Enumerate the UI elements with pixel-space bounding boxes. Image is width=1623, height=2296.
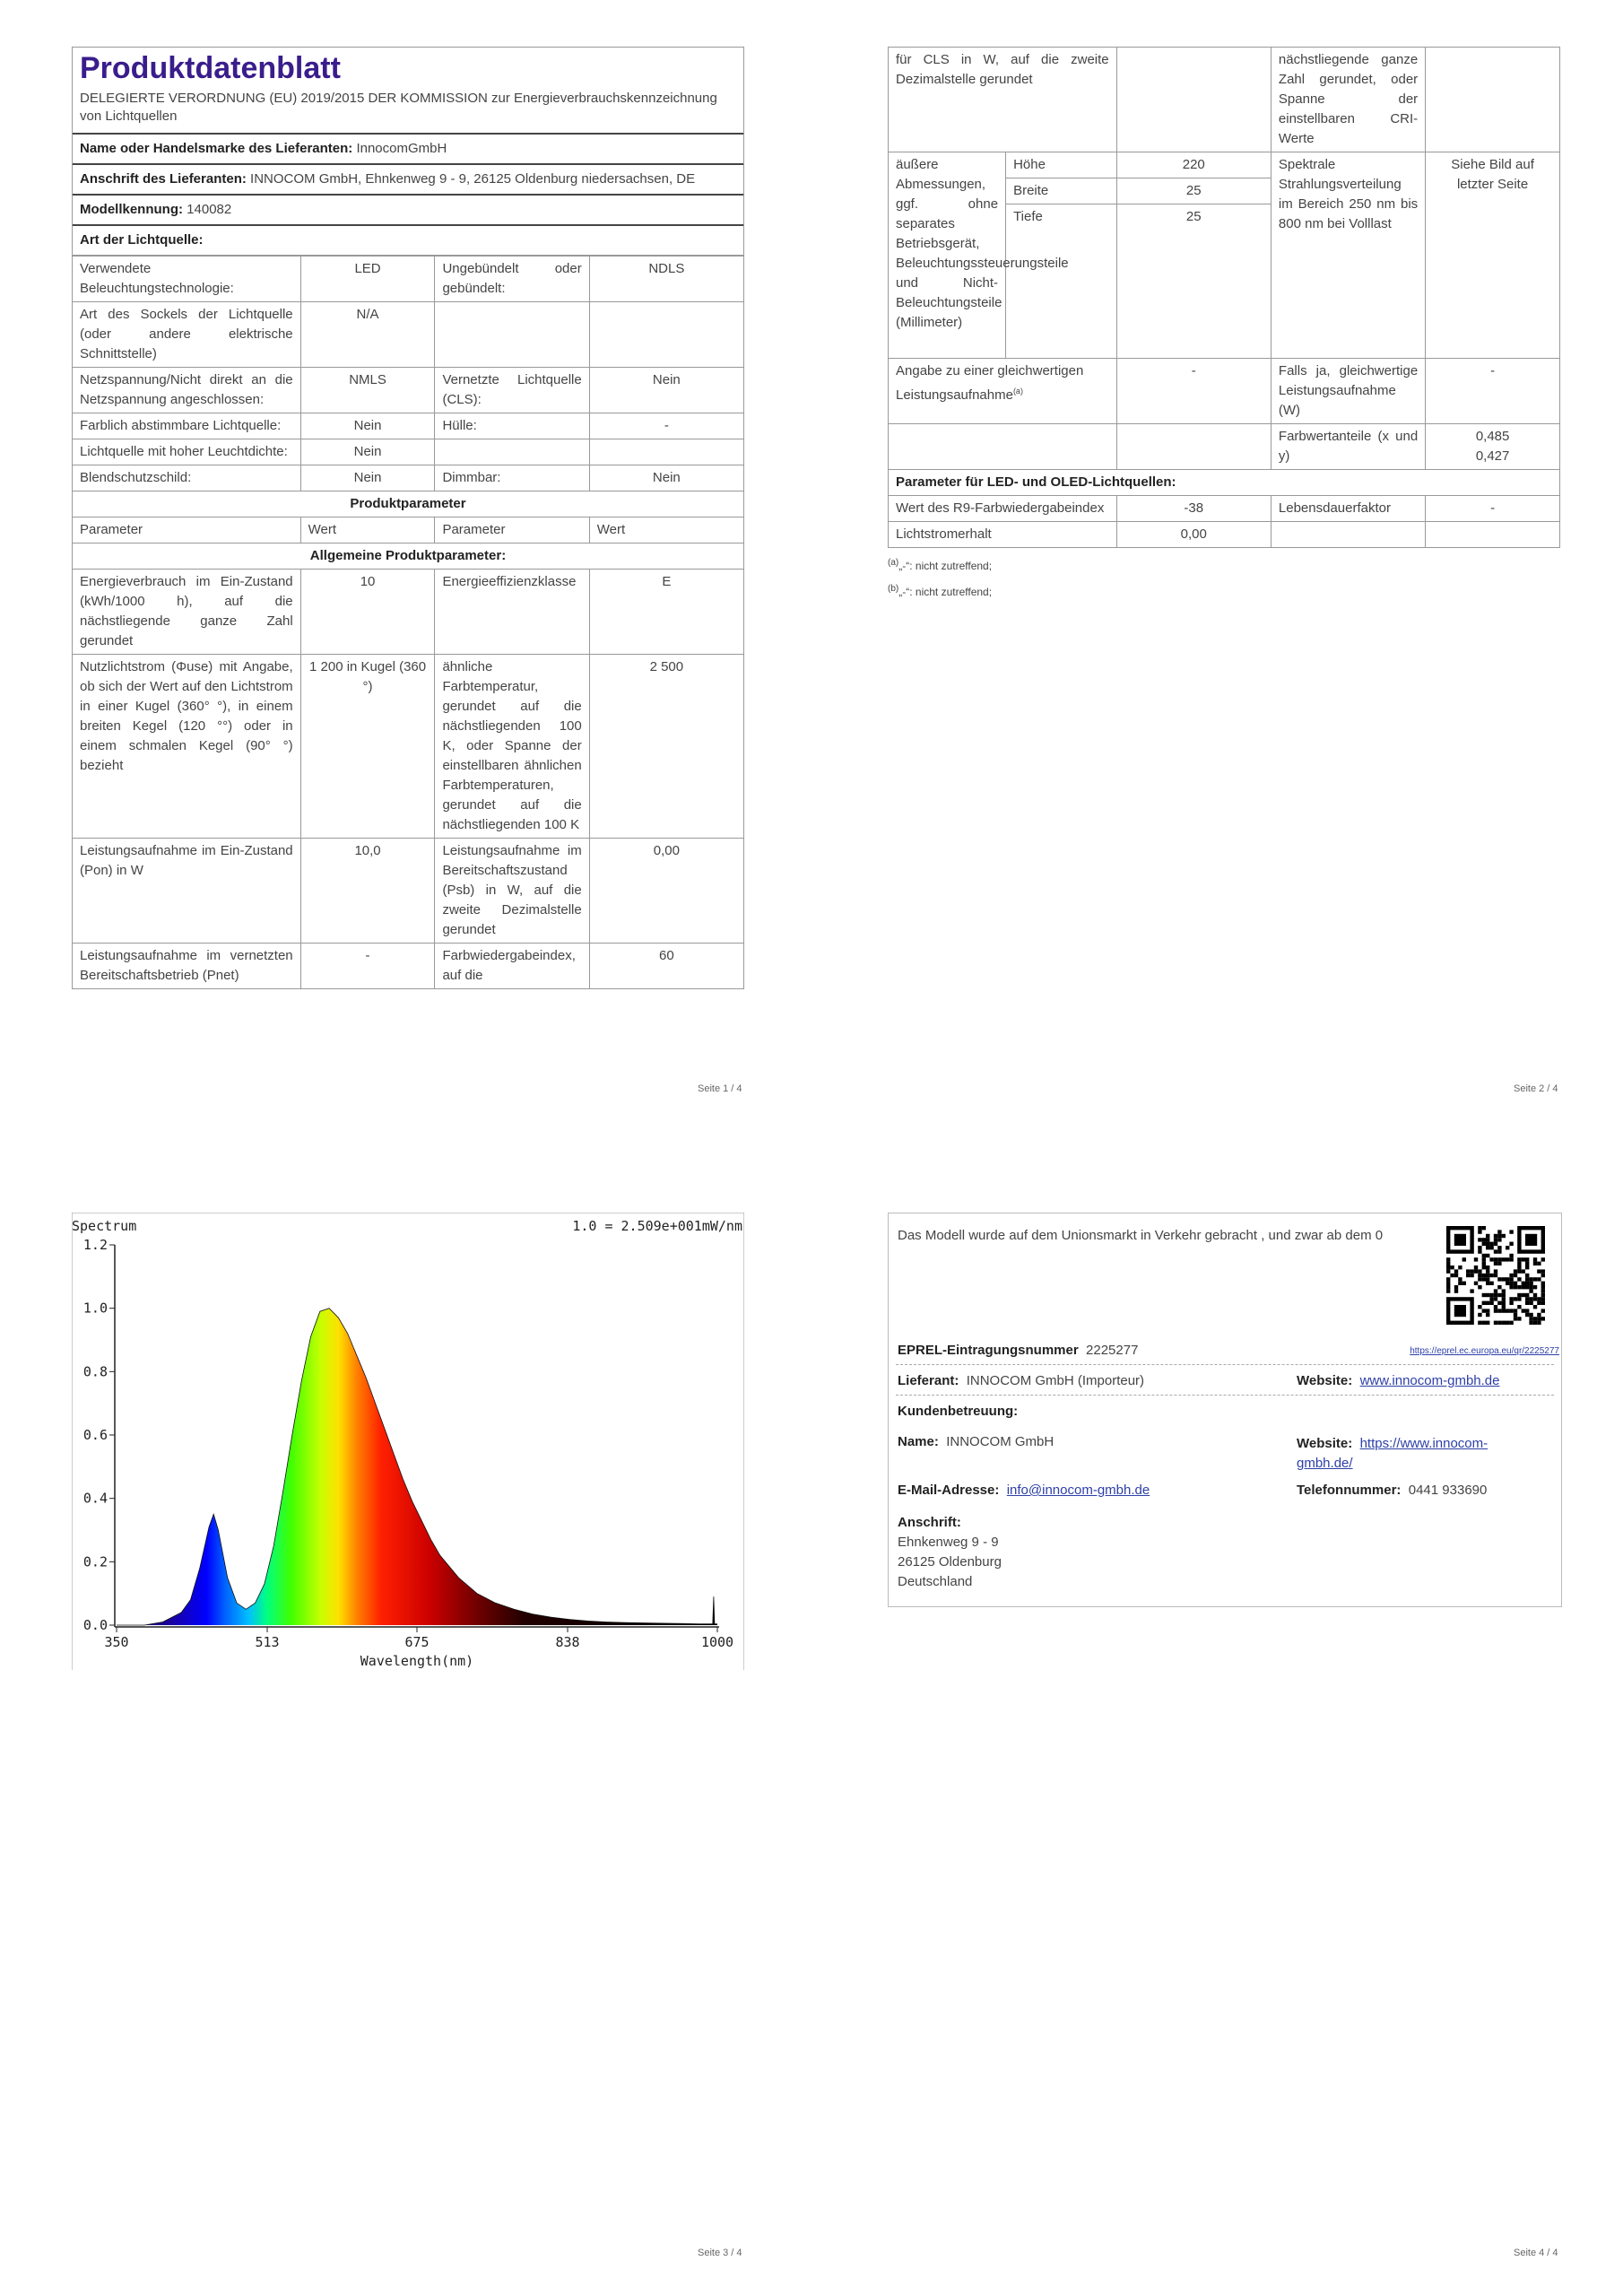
address-block bbox=[898, 1513, 1002, 1592]
param-label: ähnliche Farbtemperatur, gerundet auf die nächstliegenden 100 K, oder Spanne der einstellbaren ähnlichen Farbtemperaturen, gerundet auf die nächstliegenden 100 K bbox=[435, 655, 589, 839]
table-row bbox=[73, 944, 744, 989]
table-row bbox=[73, 413, 744, 439]
address-line: Ehnkenweg 9 - 9 bbox=[898, 1535, 999, 1550]
flux-maintenance-label: Lichtstromerhalt bbox=[889, 522, 1117, 548]
plot-area bbox=[117, 1231, 717, 1549]
separator bbox=[896, 1395, 1554, 1396]
page-number: Seite 2 / 4 bbox=[1514, 1083, 1558, 1094]
param-label: Art des Sockels der Lichtquelle (oder andere elektrische Schnittstelle) bbox=[73, 302, 301, 368]
equivalent-label-text: Angabe zu einer gleichwertigen Leistungsaufnahme bbox=[896, 363, 1084, 403]
footnote-a bbox=[888, 552, 1560, 578]
r9-label: Wert des R9-Farbwiedergabeindex bbox=[889, 496, 1117, 522]
supplier-address-label: Anschrift des Lieferanten: bbox=[80, 171, 247, 187]
empty-cell bbox=[1116, 424, 1271, 470]
website2-row bbox=[1297, 1434, 1488, 1474]
param-value: Nein bbox=[300, 413, 435, 439]
supplier-address-row bbox=[73, 163, 743, 194]
table-row bbox=[73, 302, 744, 368]
param-value: LED bbox=[300, 257, 435, 302]
empty-cell bbox=[1426, 522, 1560, 548]
column-header: Wert bbox=[300, 517, 435, 544]
table-row bbox=[889, 152, 1560, 178]
website2-link-line1[interactable]: https://www.innocom- bbox=[1359, 1436, 1488, 1451]
datasheet-page-1 bbox=[72, 47, 744, 989]
address-line: Deutschland bbox=[898, 1574, 973, 1589]
model-value: 140082 bbox=[187, 202, 232, 217]
param-label: Energieeffizienzklasse bbox=[435, 570, 589, 655]
datasheet-page-2 bbox=[888, 47, 1560, 604]
param-value bbox=[589, 302, 743, 368]
x-tick-label: 838 bbox=[555, 1634, 580, 1650]
table-row bbox=[73, 368, 744, 413]
y-tick-label: 0.6 bbox=[82, 1427, 108, 1443]
param-value bbox=[589, 439, 743, 465]
equivalent-power-label bbox=[889, 359, 1117, 424]
footnote-b-mark: (b) bbox=[888, 584, 899, 594]
website-label: Website: bbox=[1297, 1373, 1353, 1388]
param-value: NDLS bbox=[589, 257, 743, 302]
y-tick-label: 0.2 bbox=[82, 1553, 108, 1570]
param-label: Leistungsaufnahme im Ein-Zustand (Pon) in W bbox=[73, 839, 301, 944]
table-row bbox=[73, 570, 744, 655]
website-link[interactable]: www.innocom-gmbh.de bbox=[1359, 1373, 1500, 1388]
footnote-b bbox=[888, 578, 1560, 604]
chart-title: Spectrum bbox=[72, 1218, 137, 1234]
customer-service-heading bbox=[898, 1404, 1018, 1419]
param-label: Farblich abstimmbare Lichtquelle: bbox=[73, 413, 301, 439]
param-value: 0,00 bbox=[589, 839, 743, 944]
param-label: Vernetzte Lichtquelle (CLS): bbox=[435, 368, 589, 413]
website2-link-line2[interactable]: gmbh.de/ bbox=[1297, 1456, 1353, 1471]
page-number: Seite 3 / 4 bbox=[698, 2248, 742, 2258]
eprel-label: EPREL-Eintragungsnummer bbox=[898, 1343, 1079, 1358]
spectrum-chart-page bbox=[72, 1213, 744, 1670]
lifetime-factor-label: Lebensdauerfaktor bbox=[1271, 496, 1425, 522]
footnote-a-ref: (a) bbox=[1012, 387, 1023, 396]
customer-service-label: Kundenbetreuung: bbox=[898, 1404, 1019, 1419]
empty-cell bbox=[889, 424, 1117, 470]
datasheet-header bbox=[72, 47, 744, 256]
dimension-value: 25 bbox=[1116, 178, 1271, 204]
x-tick-label: 675 bbox=[404, 1634, 430, 1650]
column-header: Wert bbox=[589, 517, 743, 544]
x-tick-label: 1000 bbox=[700, 1634, 734, 1650]
phone-row bbox=[1297, 1483, 1487, 1498]
table-row bbox=[73, 465, 744, 491]
separator bbox=[896, 1364, 1554, 1365]
page-title: Produktdatenblatt bbox=[80, 51, 341, 85]
param-value: 2 500 bbox=[589, 655, 743, 839]
table-row bbox=[73, 257, 744, 302]
empty-cell bbox=[1271, 522, 1425, 548]
chromaticity-y: 0,427 bbox=[1475, 448, 1510, 464]
param-label: für CLS in W, auf die zweite Dezimalstelle gerundet bbox=[889, 48, 1117, 152]
regulation-subtitle: DELEGIERTE VERORDNUNG (EU) 2019/2015 DER KOMMISSION zur Energieverbrauchskennzeichnung von Lichtquellen bbox=[80, 91, 717, 124]
equivalent-power-watt-label: Falls ja, gleichwertige Leistungsaufnahme (W) bbox=[1271, 359, 1425, 424]
param-value: Nein bbox=[300, 439, 435, 465]
param-label: Hülle: bbox=[435, 413, 589, 439]
dimension-label: Breite bbox=[1006, 178, 1117, 204]
param-value bbox=[1426, 48, 1560, 152]
page-number: Seite 1 / 4 bbox=[698, 1083, 742, 1094]
supplier-name-value: InnocomGmbH bbox=[356, 141, 447, 156]
param-value: N/A bbox=[300, 302, 435, 368]
x-tick-label: 350 bbox=[104, 1634, 129, 1650]
footnotes bbox=[888, 552, 1560, 604]
param-value: Nein bbox=[589, 465, 743, 491]
footnote-b-text: „-“: nicht zutreffend; bbox=[898, 586, 993, 598]
param-label: Nutzlichtstrom (Φuse) mit Angabe, ob sich der Wert auf den Lichtstrom in einer Kugel (360° °), in einem breiten Kegel (120 °°) oder in einem schmalen Kegel (90° °) bezieht bbox=[73, 655, 301, 839]
param-value: Nein bbox=[300, 465, 435, 491]
footnote-a-mark: (a) bbox=[888, 558, 899, 568]
supplier-name-row bbox=[73, 133, 743, 163]
dimension-value: 25 bbox=[1116, 204, 1271, 359]
name-label: Name: bbox=[898, 1434, 939, 1449]
table-row bbox=[889, 359, 1560, 424]
param-value: - bbox=[300, 944, 435, 989]
supplier-info-page bbox=[888, 1213, 1562, 1607]
table-row bbox=[889, 522, 1560, 548]
eprel-qr-code bbox=[1446, 1226, 1545, 1325]
name-row bbox=[898, 1434, 1054, 1449]
model-row bbox=[73, 194, 743, 224]
chart-scale-note: 1.0 = 2.509e+001mW/nm bbox=[572, 1218, 742, 1234]
equivalent-power-watt-value: - bbox=[1426, 359, 1560, 424]
column-header-row bbox=[73, 517, 744, 544]
address-label: Anschrift: bbox=[898, 1515, 961, 1530]
phone-label: Telefonnummer: bbox=[1297, 1483, 1402, 1498]
param-label: Leistungsaufnahme im Bereitschaftszustand (Psb) in W, auf die zweite Dezimalstelle gerundet bbox=[435, 839, 589, 944]
product-params-heading: Produktparameter bbox=[73, 491, 744, 517]
column-header: Parameter bbox=[435, 517, 589, 544]
supplier-address-value: INNOCOM GmbH, Ehnkenweg 9 - 9, 26125 Oldenburg niedersachsen, DE bbox=[250, 171, 696, 187]
light-source-type-row bbox=[73, 224, 743, 255]
param-value: 10 bbox=[300, 570, 435, 655]
table-row bbox=[73, 655, 744, 839]
x-axis-label: Wavelength(nm) bbox=[360, 1653, 474, 1669]
market-date-text: Das Modell wurde auf dem Unionsmarkt in Verkehr gebracht , und zwar ab dem 0 bbox=[898, 1228, 1384, 1243]
param-label: Lichtquelle mit hoher Leuchtdichte: bbox=[73, 439, 301, 465]
lifetime-factor-value: - bbox=[1426, 496, 1560, 522]
name-value: INNOCOM GmbH bbox=[946, 1434, 1055, 1449]
param-value: 60 bbox=[589, 944, 743, 989]
dimension-value: 220 bbox=[1116, 152, 1271, 178]
y-tick-label: 1.2 bbox=[82, 1237, 108, 1253]
dimension-label: Höhe bbox=[1006, 152, 1117, 178]
supplier-label: Lieferant: bbox=[898, 1373, 959, 1388]
page-number: Seite 4 / 4 bbox=[1514, 2248, 1558, 2258]
param-label: Dimmbar: bbox=[435, 465, 589, 491]
eprel-url-link[interactable]: https://eprel.ec.europa.eu/qr/2225277 bbox=[1410, 1346, 1559, 1356]
param-label: Ungebündelt oder gebündelt: bbox=[435, 257, 589, 302]
supplier-row bbox=[898, 1373, 1144, 1388]
spectrum-chart bbox=[72, 1213, 744, 1670]
r9-value: -38 bbox=[1116, 496, 1271, 522]
footnote-a-text: „-“: nicht zutreffend; bbox=[898, 560, 993, 572]
supplier-value: INNOCOM GmbH (Importeur) bbox=[966, 1373, 1145, 1388]
eprel-value: 2225277 bbox=[1086, 1343, 1139, 1358]
param-value: 1 200 in Kugel (360 °) bbox=[300, 655, 435, 839]
flux-maintenance-value: 0,00 bbox=[1116, 522, 1271, 548]
param-label bbox=[435, 439, 589, 465]
email-link[interactable]: info@innocom-gmbh.de bbox=[1006, 1483, 1150, 1498]
param-value: E bbox=[589, 570, 743, 655]
general-params-heading: Allgemeine Produktparameter: bbox=[73, 544, 744, 570]
phone-value: 0441 933690 bbox=[1408, 1483, 1488, 1498]
dimensions-label: äußere Abmessungen, ggf. ohne separates Betriebsgerät, Beleuchtungssteuerungsteile und Nicht-Beleuchtungsteile (Millimeter) bbox=[889, 152, 1006, 359]
x-tick-label: 513 bbox=[255, 1634, 280, 1650]
param-value: NMLS bbox=[300, 368, 435, 413]
table-row bbox=[889, 496, 1560, 522]
param-value bbox=[1116, 48, 1271, 152]
dimension-label: Tiefe bbox=[1006, 204, 1117, 359]
supplier-name-label: Name oder Handelsmarke des Lieferanten: bbox=[80, 141, 353, 156]
param-value: - bbox=[589, 413, 743, 439]
table-row bbox=[73, 439, 744, 465]
table-row bbox=[73, 839, 744, 944]
table-row bbox=[889, 424, 1560, 470]
param-label: Leistungsaufnahme im vernetzten Bereitschaftsbetrieb (Pnet) bbox=[73, 944, 301, 989]
param-label: Blendschutzschild: bbox=[73, 465, 301, 491]
y-tick-label: 0.8 bbox=[82, 1363, 108, 1380]
y-tick-label: 0.0 bbox=[82, 1617, 108, 1633]
website-row bbox=[1297, 1373, 1499, 1388]
param-value: Nein bbox=[589, 368, 743, 413]
equivalent-value: - bbox=[1116, 359, 1271, 424]
chromaticity-label: Farbwertanteile (x und y) bbox=[1271, 424, 1425, 470]
email-row bbox=[898, 1483, 1150, 1498]
website2-label: Website: bbox=[1297, 1436, 1353, 1451]
eprel-row bbox=[898, 1343, 1138, 1358]
param-label: nächstliegende ganze Zahl gerundet, oder Spanne der einstellbaren CRI-Werte bbox=[1271, 48, 1425, 152]
param-label: Verwendete Beleuchtungstechnologie: bbox=[73, 257, 301, 302]
table-row bbox=[889, 48, 1560, 152]
model-label: Modellkennung: bbox=[80, 202, 183, 217]
param-label: Farbwiedergabeindex, auf die bbox=[435, 944, 589, 989]
led-params-heading: Parameter für LED- und OLED-Lichtquellen: bbox=[889, 470, 1560, 496]
section-heading-row bbox=[889, 470, 1560, 496]
product-params-table-continued bbox=[888, 47, 1560, 548]
column-header: Parameter bbox=[73, 517, 301, 544]
spectral-value: Siehe Bild auf letzter Seite bbox=[1426, 152, 1560, 359]
address-line: 26125 Oldenburg bbox=[898, 1554, 1002, 1570]
chromaticity-values bbox=[1426, 424, 1560, 470]
section-heading-row bbox=[73, 544, 744, 570]
y-tick-label: 0.4 bbox=[82, 1490, 108, 1507]
param-label bbox=[435, 302, 589, 368]
y-tick-label: 1.0 bbox=[82, 1300, 108, 1317]
chromaticity-x: 0,485 bbox=[1475, 429, 1510, 444]
param-label: Energieverbrauch im Ein-Zustand (kWh/1000 h), auf die nächstliegende ganze Zahl gerundet bbox=[73, 570, 301, 655]
light-source-type-label: Art der Lichtquelle: bbox=[80, 232, 204, 248]
light-source-table bbox=[72, 256, 744, 989]
param-value: 10,0 bbox=[300, 839, 435, 944]
section-heading-row bbox=[73, 491, 744, 517]
spectral-label: Spektrale Strahlungsverteilung im Bereich 250 nm bis 800 nm bei Volllast bbox=[1271, 152, 1425, 359]
email-label: E-Mail-Adresse: bbox=[898, 1483, 1000, 1498]
param-label: Netzspannung/Nicht direkt an die Netzspannung angeschlossen: bbox=[73, 368, 301, 413]
